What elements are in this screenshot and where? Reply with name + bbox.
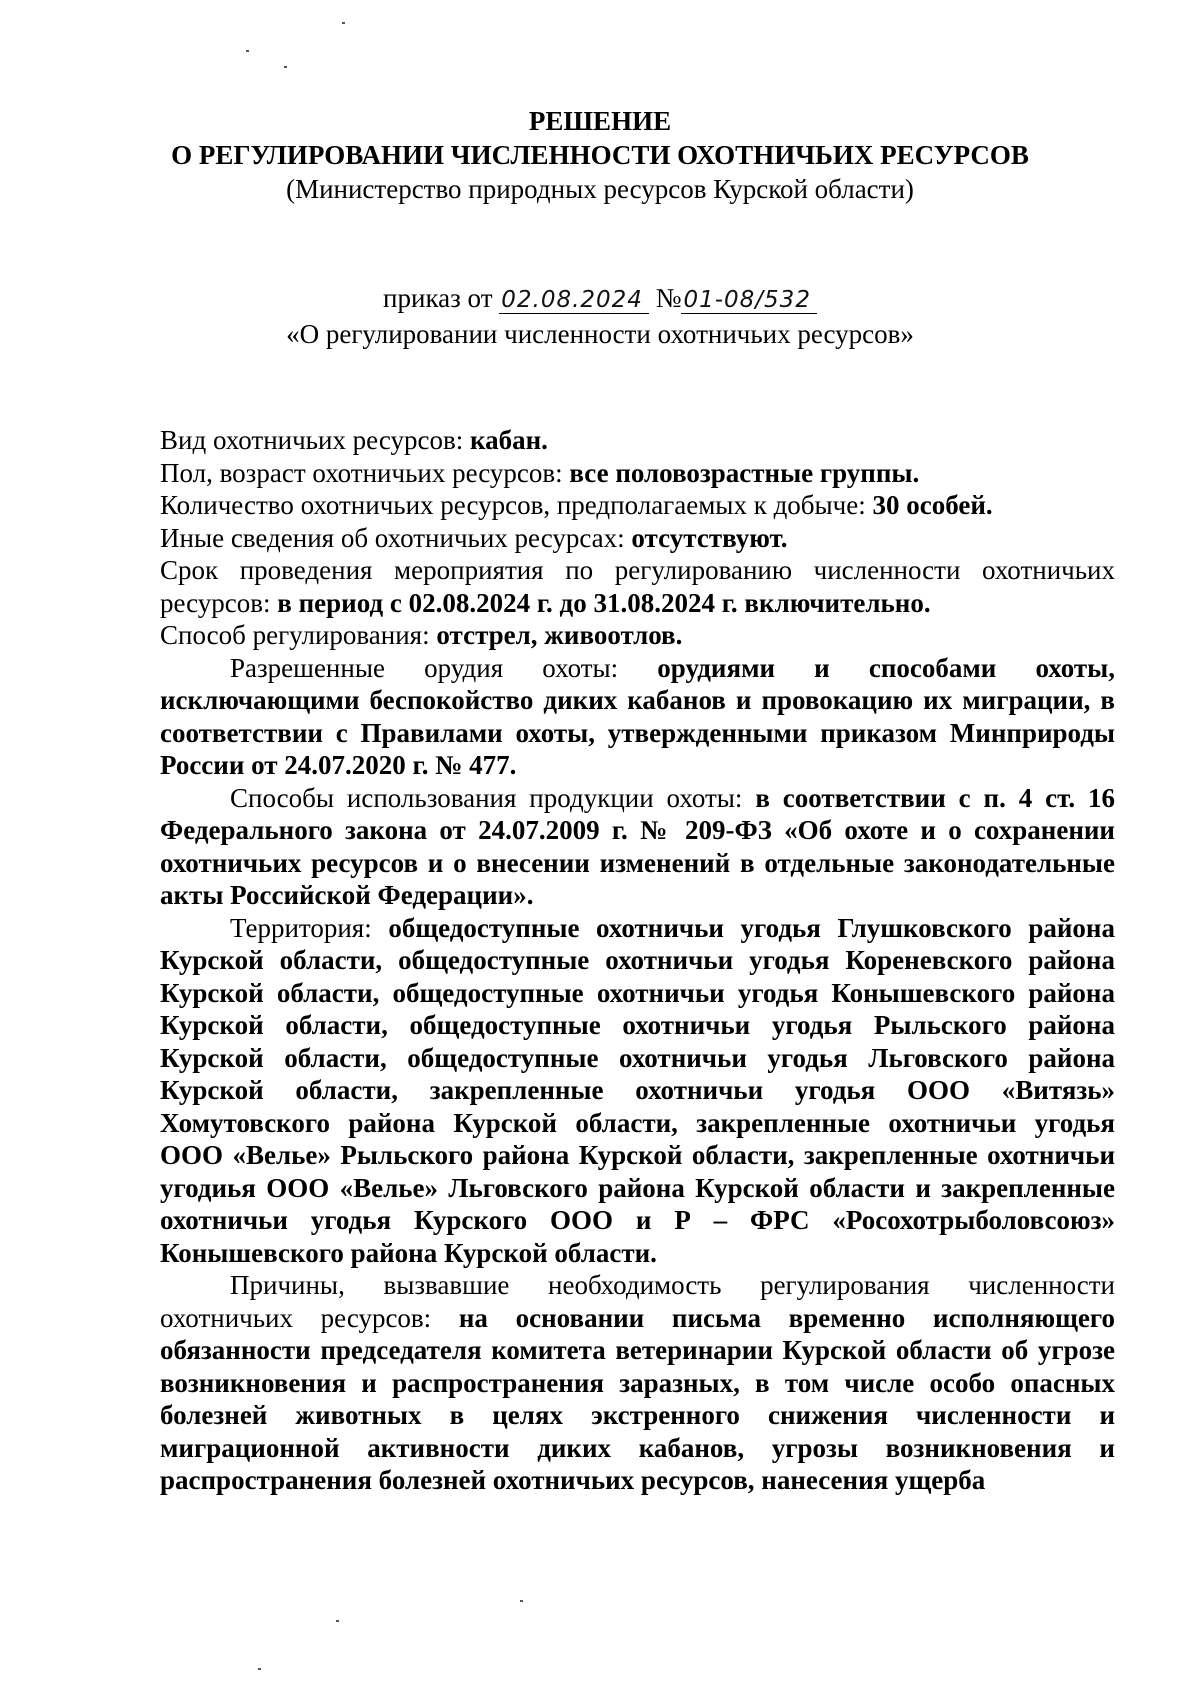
quantity-label: Количество охотничьих ресурсов, предполагаемых к добыче:: [160, 490, 866, 520]
order-prefix: приказ от: [383, 283, 493, 313]
method-line: [160, 619, 1115, 652]
species-line: [160, 424, 1115, 457]
scan-speck: [284, 66, 287, 68]
order-date-handwritten: 02.08.2024: [499, 287, 649, 314]
usage-value: в соответствии с п. 4 ст. 16 Федерального закона от 24.07.2009 г. № 209-ФЗ «Об охоте и о сохранении охотничьих ресурсов и о внесении изменений в отдельные законодательные акты Российской Федерации».: [160, 782, 1115, 910]
tools-label: Разрешенные орудия охоты:: [230, 652, 619, 683]
territory-paragraph: [160, 912, 1115, 1270]
other-info-value: отсутствуют.: [631, 522, 788, 553]
reasons-paragraph: [160, 1269, 1115, 1497]
quantity-line: [160, 489, 1115, 522]
other-info-line: [160, 522, 1115, 555]
title-block: [0, 104, 1200, 206]
species-label: Вид охотничьих ресурсов:: [160, 425, 464, 455]
period-label: Срок проведения мероприятия по регулированию численности охотничьих ресурсов:: [160, 555, 1115, 618]
scan-speck: [342, 22, 345, 24]
territory-label: Территория:: [230, 912, 372, 943]
document-title: РЕШЕНИЕ: [528, 106, 672, 136]
sex-age-label: Пол, возраст охотничьих ресурсов:: [160, 457, 563, 488]
method-value: отстрел, живоотлов.: [436, 620, 683, 650]
usage-label: Способы использования продукции охоты:: [230, 782, 743, 813]
scan-speck: [246, 50, 249, 52]
scan-speck: [336, 1620, 339, 1622]
usage-paragraph: [160, 782, 1115, 912]
period-value: в период с 02.08.2024 г. до 31.08.2024 г. включительно.: [277, 587, 931, 618]
scan-speck: [520, 1600, 523, 1602]
document-subtitle: О РЕГУЛИРОВАНИИ ЧИСЛЕННОСТИ ОХОТНИЧЬИХ РЕСУРСОВ: [171, 140, 1029, 170]
order-title: «О регулировании численности охотничьих ресурсов»: [286, 319, 914, 349]
sex-age-line: [160, 457, 1115, 490]
order-number-handwritten: 01-08/532: [681, 287, 816, 314]
method-label: Способ регулирования:: [160, 620, 430, 650]
other-info-label: Иные сведения об охотничьих ресурсах:: [160, 522, 625, 553]
reasons-value: на основании письма временно исполняющего обязанности председателя комитета ветеринарии Курской области об угрозе возникновения и распространения заразных, в том числе особо опасных болезней животных в целях экстренного снижения численности и миграционной активности диких кабанов, угрозы возникновения и распространения болезней охотничьих ресурсов, нанесения ущерба: [160, 1302, 1115, 1495]
scan-speck: [258, 1668, 261, 1670]
issuing-authority: (Министерство природных ресурсов Курской области): [286, 174, 914, 204]
period-paragraph: [160, 554, 1115, 619]
order-reference: [0, 281, 1200, 317]
sex-age-value: все половозрастные группы.: [569, 457, 920, 488]
species-value: кабан.: [469, 425, 548, 455]
quantity-value: 30 особей.: [872, 490, 993, 520]
order-number-sign: №: [655, 283, 682, 313]
document-body: [160, 424, 1115, 1497]
tools-paragraph: [160, 652, 1115, 782]
reasons-label: Причины, вызвавшие необходимость регулирования численности охотничьих ресурсов:: [160, 1270, 1115, 1333]
territory-value: общедоступные охотничьи угодья Глушковского района Курской области, общедоступные охотничьи угодья Кореневского района Курской области, общедоступные охотничьи угодья Конышевского района Курской области, общедоступные охотничьи угодья Рыльского района Курской области, общедоступные охотничьи угодья Льговского района Курской области, закрепленные охотничьи угодья ООО «Витязь» Хомутовского района Курской области, закрепленные охотничьи угодья ООО «Велье» Рыльского района Курской области, закрепленные охотничьи угодиья ООО «Велье» Льговского района Курской области и закрепленные охотничьи угодья Курского ООО и Р – ФРС «Росохотрыболовсоюз» Конышевского района Курской области.: [160, 912, 1115, 1268]
tools-value: орудиями и способами охоты, исключающими беспокойство диких кабанов и провокацию их миграции, в соответствии с Правилами охоты, утвержденными приказом Минприроды России от 24.07.2020 г. № 477.: [160, 652, 1115, 780]
